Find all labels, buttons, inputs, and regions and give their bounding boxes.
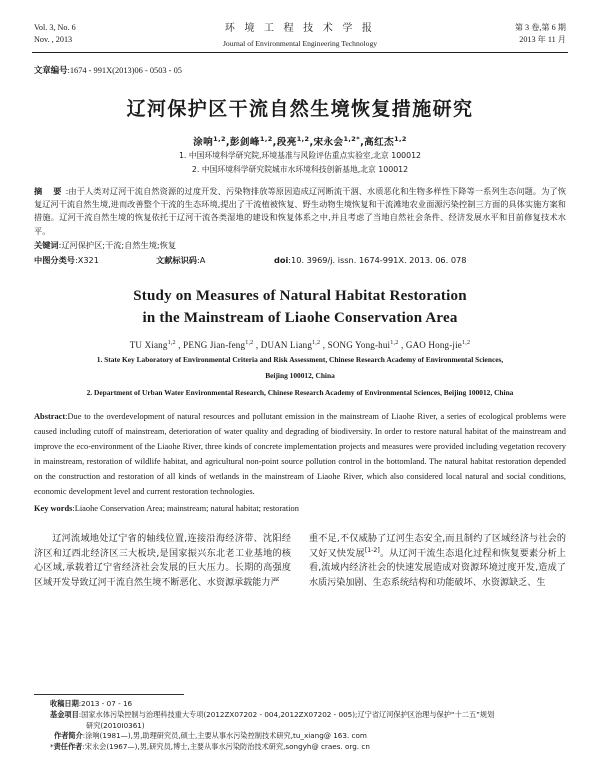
- classification-line: [30, 255, 570, 266]
- footnote-fund-continued: 研究(2010I0361): [86, 720, 145, 730]
- date-en: Nov. , 2013: [34, 34, 73, 44]
- doc-type-value: :A: [196, 254, 206, 265]
- footnote-received-value: :2013 - 07 - 16: [78, 699, 133, 709]
- running-head-left: [34, 22, 154, 46]
- header-divider: [32, 52, 568, 53]
- footnote-fund: [30, 710, 570, 721]
- body-columns: [30, 532, 570, 591]
- abstract-cn-label: 摘 要: [34, 185, 66, 196]
- affiliation-cn-2: 2. 中国环境科学研究院城市水环境科技创新基地,北京 100012: [191, 164, 409, 174]
- abstract-en: [30, 410, 570, 500]
- page-title-en-line2: in the Mainstream of Liaohe Conservation Area: [142, 309, 458, 326]
- page-title-cn: 辽河保护区干流自然生境恢复措施研究: [126, 97, 474, 120]
- abstract-cn-text: :由于人类对辽河干流自然资源的过度开发、污染物排放等原因造成辽河断流干涸、水质恶化和生物多样性下降等一系列生态问题。为了恢复辽河干流自然生境,进而改善整个干流的生态环境,提出了干流植被恢复、野生动物生境恢复和干流滩地农业面源污染控制三方面的具体实施方案和措施。辽河干流自然生境的恢复依托于辽河干流各类湿地的建设和恢复体系之中,并且考虑了当地自然社会条件、经济发展水平和目前修复技术水平。: [34, 185, 567, 236]
- corresponding-marker: *: [50, 742, 54, 752]
- footnote-corr-value: :宋永会(1967—),男,研究员,博士,主要从事水污染防治技术研究,songyh@ craes. org. cn: [82, 742, 370, 752]
- footnote-fund-value: :国家水体污染控制与治理科技重大专项(2012ZX07202 - 004,2012ZX07202 - 005);辽宁省辽河保护区治理与保护“十二五”规划: [78, 709, 495, 719]
- footnote-divider: [34, 694, 184, 695]
- journal-title-cn: 环 境 工 程 技 术 学 报: [224, 23, 376, 34]
- keywords-cn: [30, 239, 570, 252]
- page-title-en-line1: Study on Measures of Natural Habitat Restoration: [133, 287, 467, 304]
- running-head-right: [446, 22, 566, 46]
- page-title-en: [30, 286, 570, 330]
- footnote-fund-label: 基金项目: [50, 709, 79, 719]
- journal-title-en: Journal of Environmental Engineering Technology: [222, 38, 378, 48]
- volume-issue-en: Vol. 3, No. 6: [34, 23, 76, 32]
- body-column-left: [34, 532, 291, 591]
- affiliation-en-1: 1. State Key Laboratory of Environmental Criteria and Risk Assessment, Chinese Research Academy of Environmental Sciences,: [96, 355, 504, 365]
- article-number-label: 文章编号: [34, 64, 68, 75]
- keywords-cn-text: :辽河保护区;干流;自然生境;恢复: [58, 239, 177, 250]
- footnote-block: [30, 694, 570, 753]
- footnote-corresponding-author: [30, 742, 570, 753]
- clc-value: :X321: [74, 254, 99, 265]
- footnote-author-bio: [30, 731, 570, 742]
- footnote-received: [30, 699, 570, 710]
- clc-label: 中图分类号: [34, 254, 75, 265]
- doc-type-segment: [156, 255, 274, 266]
- abstract-en-label: Abstract: [34, 411, 66, 421]
- article-number-value: :1674 - 991X(2013)06 - 0503 - 05: [67, 65, 182, 75]
- authors-en: TU Xiang$^{1,2}$ , PENG Jian-feng$^{1,2}$ , DUAN Liang$^{1,2}$ , SONG Yong-hui$^{1,2}$ , GAO Hong-jie$^{1,2}$: [129, 340, 471, 351]
- body-paragraph-left: 辽河流域地处辽宁省的轴线位置,连接沿海经济带、沈阳经济区和辽西北经济区三大板块,是国家振兴东北老工业基地的核心区域,承载着辽宁省经济社会发展的巨大压力。长期的高强度区域开发导致辽河干流自然生境不断恶化、水资源承载能力严: [34, 533, 291, 589]
- doi-label: doi: [274, 254, 289, 265]
- affiliation-cn-1: 1. 中国环境科学研究院,环境基准与风险评估重点实验室,北京 100012: [178, 150, 422, 160]
- authors-cn: 涂响$^{1,2}$,彭剑峰$^{1,2}$,段亮$^{1,2}$,宋永会$^{1,2*}$,高红杰$^{1,2}$: [193, 134, 407, 148]
- footnote-bio-label: 作者简介: [54, 731, 83, 741]
- volume-issue-cn: 第 3 卷,第 6 期: [514, 23, 566, 32]
- doi-value: :10. 3969/j. issn. 1674-991X. 2013. 06. 078: [288, 254, 467, 265]
- footnote-corr-label: 责任作者: [53, 742, 83, 752]
- keywords-cn-label: 关键词: [34, 239, 59, 250]
- doi-segment: [274, 255, 566, 266]
- keywords-en-text: :Liaohe Conservation Area; mainstream; natural habitat; restoration: [72, 503, 299, 513]
- footnote-bio-value: :涂响(1981—),男,助理研究员,硕士,主要从事水污染控制技术研究,tu_xiang@ 163. com: [82, 731, 367, 741]
- date-cn: 2013 年 11 月: [519, 34, 566, 44]
- affiliation-en-1b: Beijing 100012, China: [265, 371, 335, 381]
- abstract-en-text: :Due to the overdevelopment of natural resources and pollutant emission in the mainstream of Liaohe River, a series of ecological problems were caused including cutoff of mainstream, deterioration of water quality and degrading of biodiversity. In order to restore natural habitat of the mainstream and improve the eco-environment of the Liaohe River, three kinds of concrete implementation projects and measures were provided including vegetation recovery in mainstream, restoration of wildlife habitat, and agricultural non-point source pollution control in the bottomland. The natural habitat restoration depended on the construction and restoration of all kinds of wetlands in the mainstream of Liaohe River, which also considered local natural and social conditions, economic development level and current restoration technologies.: [34, 411, 566, 496]
- running-head: [30, 22, 570, 49]
- affiliation-en-2: 2. Department of Urban Water Environmental Research, Chinese Research Academy of Environmental Sciences, Beijing 100012, China: [86, 388, 514, 398]
- abstract-cn: [30, 185, 570, 238]
- running-head-center: [154, 22, 446, 49]
- footnote-received-label: 收稿日期: [50, 699, 79, 709]
- keywords-en: [30, 502, 570, 516]
- article-number: [30, 64, 570, 76]
- body-paragraph-right: 重不足,不仅威胁了辽河生态安全,而且制约了区域经济与社会的又好又快发展[1-2]。从辽河干流生态退化过程和恢复要素分析上看,流域内经济社会的快速发展造成对资源环境过度开发,造成了水质污染加剧、生态系统结构和功能破坏、水资源缺乏、生: [309, 533, 566, 589]
- clc-segment: [34, 255, 156, 266]
- keywords-en-label: Key words: [34, 503, 73, 513]
- doc-type-label: 文献标识码: [156, 254, 197, 265]
- body-column-right: [309, 532, 566, 591]
